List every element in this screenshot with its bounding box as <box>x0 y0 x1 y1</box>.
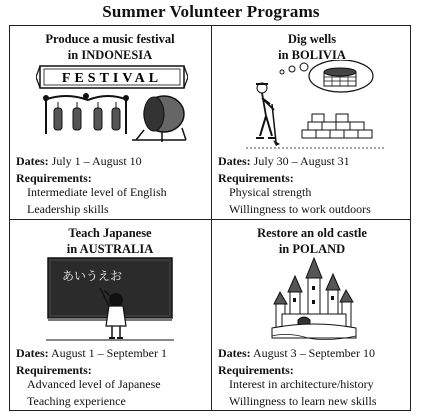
well-digging-illustration <box>246 60 386 150</box>
program-dates <box>218 154 350 169</box>
program-dates <box>218 346 375 361</box>
program-dates <box>16 154 142 169</box>
dates-label: Dates: <box>218 346 251 360</box>
festival-drums-illustration <box>36 64 188 146</box>
requirement-item: Advanced level of Japanese <box>27 377 161 391</box>
requirements-label: Requirements: <box>218 171 294 185</box>
program-title-line2: in BOLIVIA <box>278 47 346 62</box>
program-dates <box>16 346 167 361</box>
program-card-poland <box>212 220 412 412</box>
dates-value: July 30 – August 31 <box>250 154 350 168</box>
program-card-australia <box>10 220 210 412</box>
dates-value: July 1 – August 10 <box>48 154 142 168</box>
castle-illustration <box>268 256 360 344</box>
program-title-line2: in AUSTRALIA <box>66 241 154 256</box>
dates-label: Dates: <box>16 346 49 360</box>
page-title: Summer Volunteer Programs <box>102 2 320 21</box>
requirements-label: Requirements: <box>16 363 92 377</box>
requirement-item: Physical strength <box>229 185 312 199</box>
requirements-label: Requirements: <box>218 363 294 377</box>
requirement-item: Willingness to learn new skills <box>229 394 377 408</box>
program-title <box>212 226 412 257</box>
program-title-line1: Teach Japanese <box>68 226 152 240</box>
requirement-item: Willingness to work outdoors <box>229 202 371 216</box>
dates-value: August 1 – September 1 <box>48 346 167 360</box>
program-title <box>10 226 210 257</box>
dates-label: Dates: <box>16 154 49 168</box>
program-title-line1: Restore an old castle <box>257 226 367 240</box>
classroom-blackboard-illustration <box>46 256 174 342</box>
requirement-item: Leadership skills <box>27 202 109 216</box>
dates-label: Dates: <box>218 154 251 168</box>
programs-grid <box>9 25 411 411</box>
requirement-item: Teaching experience <box>27 394 126 408</box>
requirement-item: Intermediate level of English <box>27 185 167 199</box>
program-title <box>10 32 210 63</box>
dates-value: August 3 – September 10 <box>250 346 375 360</box>
festival-banner-text: FESTIVAL <box>61 71 163 86</box>
program-title-line2: in POLAND <box>278 241 346 256</box>
program-card-indonesia <box>10 26 210 218</box>
program-card-bolivia <box>212 26 412 218</box>
program-title-line2: in INDONESIA <box>67 47 153 62</box>
program-title <box>212 32 412 63</box>
blackboard-text: あいうえお <box>62 269 123 283</box>
program-title-line1: Dig wells <box>287 32 337 46</box>
program-title-line1: Produce a music festival <box>45 32 175 46</box>
requirements-label: Requirements: <box>16 171 92 185</box>
requirement-item: Interest in architecture/history <box>229 377 374 391</box>
